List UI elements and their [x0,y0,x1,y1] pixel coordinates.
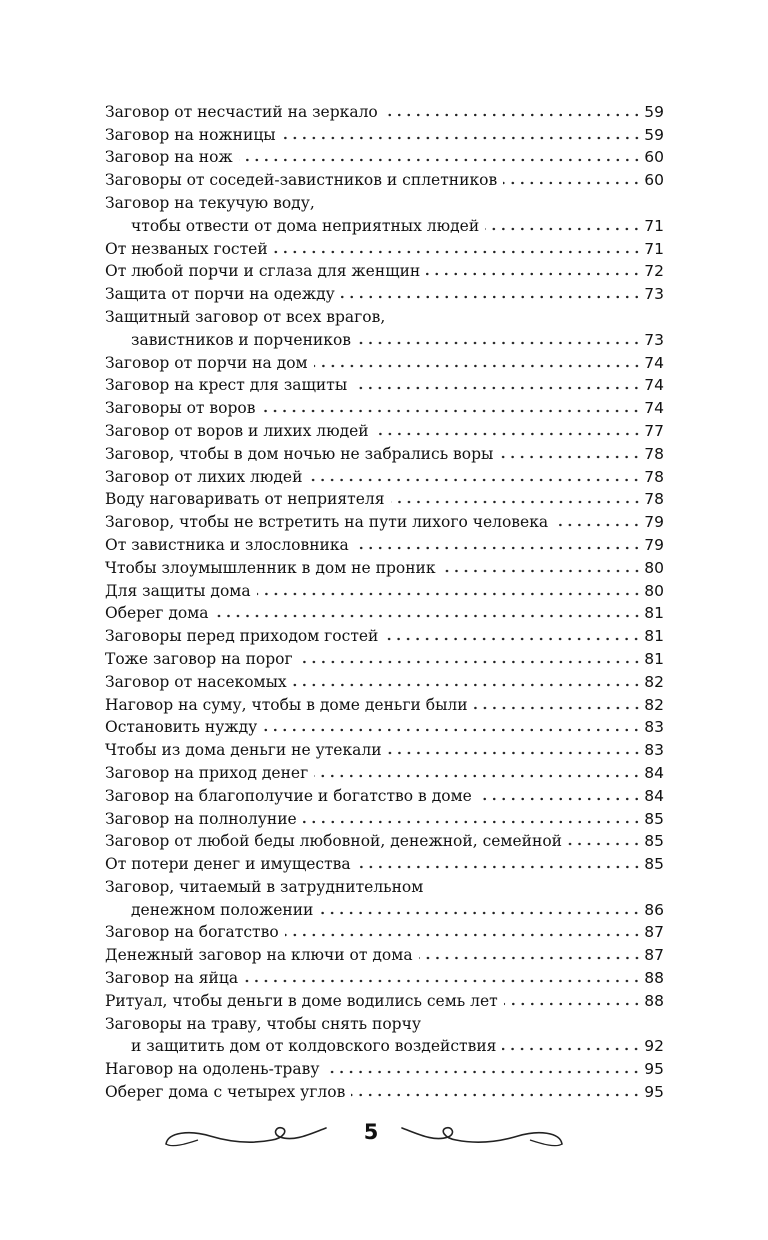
toc-entry [105,98,664,121]
toc-entry-title: Заговор на крест для защиты [105,376,348,395]
toc-entry-title: Заговор, чтобы в дом ночью не забрались воры [105,444,494,463]
toc-entry-page-number: 81 [644,649,664,668]
toc-entry-title: Заговоры от воров [105,399,256,418]
toc-entry [105,508,664,531]
dot-leader [351,1093,641,1097]
toc-entry-page-number: 71 [644,216,664,235]
toc-entry-title: Заговор на полнолуние [105,809,297,828]
dot-leader [419,956,642,960]
toc-entry-page-number: 73 [644,285,664,304]
toc-entry [105,235,664,258]
page-number: 5 [363,1120,379,1144]
dot-leader [299,660,642,664]
toc-entry-page-number: 60 [644,171,664,190]
toc-entry [105,212,664,235]
toc-entry-title-continuation: и защитить дом от колдовского воздействия [131,1037,497,1056]
toc-entry-title: Денежный заговор на ключи от дома [105,946,413,965]
dot-leader [554,523,641,527]
toc-entry-title: Остановить нужду [105,718,258,737]
dot-leader [474,706,642,710]
left-flourish-ornament [160,1122,330,1152]
toc-entry-title: Ритуал, чтобы деньги в доме водились семь лет [105,991,498,1010]
toc-entry-page-number: 85 [644,809,664,828]
toc-entry-page-number: 84 [644,786,664,805]
toc-entry [105,645,664,668]
toc-entry-title: От незваных гостей [105,239,268,258]
dot-leader [282,136,642,140]
dot-leader [244,979,641,983]
dot-leader [384,113,642,117]
toc-entry-title: Воду наговаривать от неприятеля [105,490,385,509]
toc-entry-heading-line [105,303,664,326]
toc-entry-page-number: 85 [644,832,664,851]
dot-leader [357,341,641,345]
toc-entry [105,782,664,805]
toc-entry [105,258,664,281]
toc-entry-title: От любой порчи и сглаза для женщин [105,262,421,281]
toc-entry-page-number: 88 [644,991,664,1010]
dot-leader [314,774,641,778]
toc-entry-page-number: 77 [644,421,664,440]
toc-entry-page-number: 78 [644,490,664,509]
dot-leader [504,1002,642,1006]
toc-entry-title: Чтобы злоумышленник в дом не проник [105,558,436,577]
toc-entry-title: От потери денег и имущества [105,855,351,874]
toc-entry [105,1033,664,1056]
toc-entry-page-number: 73 [644,330,664,349]
dot-leader [442,569,642,573]
toc-entry-page-number: 81 [644,604,664,623]
toc-entry [105,372,664,395]
toc-entry-title: Заговор от несчастий на зеркало [105,102,378,121]
toc-entry-title: Наговор на суму, чтобы в доме деньги были [105,695,468,714]
toc-entry [105,941,664,964]
toc-entry [105,531,664,554]
dot-leader [285,933,642,937]
toc-entry [105,349,664,372]
toc-entry [105,759,664,782]
toc-entry-title: Заговор на ножницы [105,125,276,144]
toc-entry [105,896,664,919]
toc-entry [105,1055,664,1078]
dot-leader [391,500,642,504]
dot-leader [293,683,642,687]
toc-entry [105,805,664,828]
toc-entry-page-number: 72 [644,262,664,281]
toc-entry-title-continuation: чтобы отвести от дома неприятных людей [131,216,480,235]
dot-leader [384,637,641,641]
toc-entry [105,987,664,1010]
toc-entry [105,121,664,144]
toc-entry-title: Заговор на нож [105,148,233,167]
right-flourish-ornament [398,1122,568,1152]
dot-leader [357,865,642,869]
toc-entry-title: Для защиты дома [105,581,251,600]
toc-entry [105,440,664,463]
dot-leader [274,250,642,254]
dot-leader [568,842,641,846]
toc-entry [105,166,664,189]
dot-leader [499,455,641,459]
toc-entry-page-number: 83 [644,718,664,737]
toc-entry-heading-line [105,873,664,896]
toc-entry-page-number: 71 [644,239,664,258]
dot-leader [355,546,641,550]
toc-entry-title: Заговор на текучую воду, [105,193,315,212]
toc-entry-page-number: 59 [644,102,664,121]
toc-entry-title: Оберег дома с четырех углов [105,1083,346,1102]
toc-entry-title: Заговор, чтобы не встретить на пути лихого человека [105,513,549,532]
toc-entry-title: Заговоры от соседей-завистников и сплетников [105,171,498,190]
toc-entry-title: Заговоры перед приходом гостей [105,627,379,646]
toc-entry [105,600,664,623]
dot-leader [319,911,641,915]
toc-entry-title: Защита от порчи на одежду [105,285,335,304]
toc-entry-title: Заговор, читаемый в затруднительном [105,877,424,896]
toc-entry [105,691,664,714]
dot-leader [341,295,641,299]
toc-entry-page-number: 86 [644,900,664,919]
toc-entry-page-number: 59 [644,125,664,144]
toc-entry-heading-line [105,1010,664,1033]
dot-leader [353,386,641,390]
toc-entry [105,554,664,577]
toc-entry [105,668,664,691]
toc-entry-page-number: 88 [644,969,664,988]
dot-leader [325,1070,641,1074]
toc-entry-page-number: 83 [644,741,664,760]
toc-entry [105,463,664,486]
page-footer [0,1118,768,1158]
toc-entry-page-number: 87 [644,923,664,942]
toc-entry-title-continuation: завистников и порчеников [131,330,352,349]
toc-entry-title: Наговор на одолень-траву [105,1060,320,1079]
toc-entry-title: Тоже заговор на порог [105,649,293,668]
toc-entry-title: Заговор на благополучие и богатство в доме [105,786,472,805]
toc-entry [105,850,664,873]
toc-entry-title: Заговор от насекомых [105,672,287,691]
toc-entry-title: Чтобы из дома деньги не утекали [105,741,382,760]
toc-entry [105,736,664,759]
dot-leader [426,272,641,276]
toc-entry [105,394,664,417]
toc-entry-page-number: 74 [644,353,664,372]
toc-entry [105,1078,664,1101]
toc-entry [105,828,664,851]
toc-entry [105,326,664,349]
toc-entry-title: От завистника и злословника [105,535,349,554]
table-of-contents [105,98,664,1101]
toc-entry-page-number: 95 [644,1060,664,1079]
toc-entry-page-number: 80 [644,558,664,577]
dot-leader [303,820,642,824]
dot-leader [257,592,642,596]
dot-leader [388,751,642,755]
toc-entry-title: Защитный заговор от всех врагов, [105,307,386,326]
toc-entry-page-number: 79 [644,513,664,532]
dot-leader [308,478,641,482]
toc-entry-page-number: 78 [644,467,664,486]
toc-entry-title: Заговоры на траву, чтобы снять порчу [105,1014,421,1033]
dot-leader [503,181,641,185]
toc-entry [105,919,664,942]
toc-entry-title: Заговор на яйца [105,969,239,988]
dot-leader [215,614,642,618]
toc-entry-page-number: 74 [644,399,664,418]
toc-entry-page-number: 82 [644,695,664,714]
toc-entry-page-number: 74 [644,376,664,395]
toc-entry-title: Заговор от лихих людей [105,467,303,486]
toc-entry-heading-line [105,189,664,212]
toc-entry-title: Оберег дома [105,604,209,623]
toc-entry-page-number: 84 [644,763,664,782]
toc-entry-title: Заговор от воров и лихих людей [105,421,369,440]
toc-entry-page-number: 80 [644,581,664,600]
dot-leader [375,432,642,436]
toc-entry-page-number: 81 [644,627,664,646]
toc-entry-title: Заговор на богатство [105,923,279,942]
toc-entry-page-number: 79 [644,535,664,554]
toc-entry-title: Заговор на приход денег [105,763,309,782]
toc-entry-page-number: 85 [644,855,664,874]
dot-leader [239,158,642,162]
toc-entry [105,964,664,987]
toc-entry-page-number: 82 [644,672,664,691]
dot-leader [314,364,642,368]
toc-entry-page-number: 92 [644,1037,664,1056]
toc-entry-page-number: 78 [644,444,664,463]
dot-leader [502,1047,641,1051]
toc-entry-page-number: 87 [644,946,664,965]
dot-leader [263,728,641,732]
toc-entry-page-number: 95 [644,1083,664,1102]
dot-leader [478,797,641,801]
toc-entry [105,714,664,737]
toc-entry-title: Заговор от любой беды любовной, денежной, семейной [105,832,562,851]
dot-leader [261,409,641,413]
toc-entry [105,417,664,440]
toc-entry-title: Заговор от порчи на дом [105,353,308,372]
dot-leader [485,227,641,231]
toc-entry [105,280,664,303]
toc-entry [105,622,664,645]
toc-entry-page-number: 60 [644,148,664,167]
toc-entry [105,577,664,600]
toc-entry [105,144,664,167]
toc-entry [105,486,664,509]
toc-entry-title-continuation: денежном положении [131,900,314,919]
